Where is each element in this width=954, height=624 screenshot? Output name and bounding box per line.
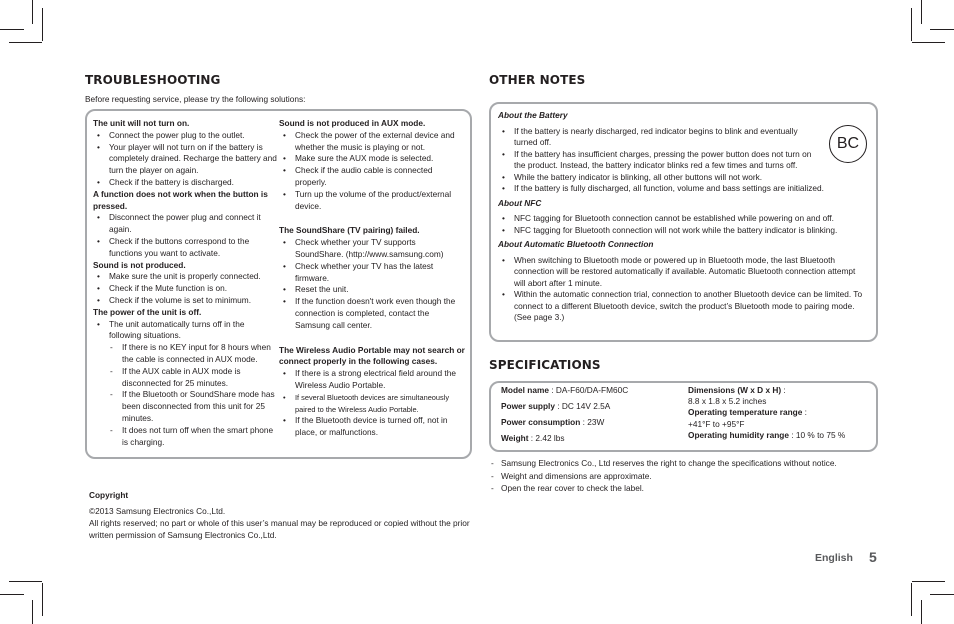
list-item: • Check whether your TV has the latest firmware. (279, 261, 465, 285)
specifications-title: SPECIFICATIONS (489, 358, 601, 372)
section-title: About Automatic Bluetooth Connection (498, 239, 654, 249)
spec-value: : 23W (580, 416, 605, 427)
spec-value: : DA-F60/DA-FM60C (548, 385, 629, 395)
spec-label: Operating humidity range (688, 429, 789, 440)
specifications-column-1 (501, 385, 681, 449)
list-item: • When switching to Bluetooth mode or powered up in Bluetooth mode, the last Bluetooth connection will be restored automatically if available. Automatic Bluetooth connection attempt will abort after 1 minute. (498, 255, 864, 290)
list-item: • The unit automatically turns off in the following situations. (93, 319, 279, 343)
spec-row-power-supply (501, 401, 681, 413)
list-item: • Check if the Mute function is on. (93, 283, 279, 295)
spec-value: 8.8 x 1.8 x 5.2 inches (688, 396, 767, 407)
sub-list-item: - If the Bluetooth or SoundShare mode has been disconnected from this unit for 25 minutes. (93, 389, 279, 424)
spec-row-model (501, 385, 681, 397)
list-item: • If the battery has insufficient charges, pressing the power button does not turn on the product. Instead, the battery indicator blinks red a few times and turns off. (498, 149, 818, 172)
sub-list-item: - If there is no KEY input for 8 hours when the cable is connected in AUX mode. (93, 342, 279, 366)
section-title: The SoundShare (TV pairing) failed. (279, 225, 420, 236)
section-title: A function does not work when the button is pressed. (93, 188, 268, 211)
list-item: • Make sure the unit is properly connected. (93, 271, 279, 283)
list-item: • Connect the power plug to the outlet. (93, 130, 279, 142)
list-item: • Disconnect the power plug and connect it again. (93, 212, 279, 236)
sub-list-item: - It does not turn off when the smart phone is charging. (93, 425, 279, 449)
list-item: • If there is a strong electrical field around the Wireless Audio Portable. (279, 368, 465, 392)
list-item: • NFC tagging for Bluetooth connection will not work while the battery indicator is blinking. (498, 225, 868, 237)
spec-separator: : (781, 385, 786, 395)
spec-separator: : (802, 407, 807, 418)
list-item: • Within the automatic connection trial, connection to another Bluetooth device can be limited. To connect to a different Bluetooth device, switch the product’s Bluetooth mode to pairing mode. (See page 3.) (498, 289, 864, 324)
spec-value: +41°F to +95°F (688, 418, 745, 429)
list-item: • Check if the volume is set to minimum. (93, 295, 279, 307)
spec-row-temperature (688, 407, 873, 418)
spec-value: : DC 14V 2.5A (554, 400, 611, 411)
section-title: About NFC (498, 197, 542, 208)
page-number: 5 (869, 549, 877, 565)
spec-label: Power consumption (501, 416, 581, 427)
list-item: • If several Bluetooth devices are simultaneously paired to the Wireless Audio Portable. (279, 392, 465, 416)
section-title: Sound is not produced in AUX mode. (279, 118, 426, 128)
list-item: • Make sure the AUX mode is selected. (279, 153, 465, 165)
spec-label: Power supply (501, 400, 555, 411)
list-item: • Turn up the volume of the product/external device. (279, 189, 465, 213)
spec-value: : 2.42 lbs (528, 432, 565, 443)
spec-value: : 10 % to 75 % (788, 429, 846, 440)
section-title: The power of the unit is off. (93, 306, 202, 317)
bc-certification-logo: BC (829, 125, 867, 163)
specifications-column-2 (688, 385, 873, 441)
copyright-line: ©2013 Samsung Electronics Co.,Ltd. (89, 506, 226, 516)
troubleshooting-column-2 (279, 118, 465, 439)
list-item: • If the Bluetooth device is turned off, not in place, or malfunctions. (279, 415, 465, 439)
other-notes-title: OTHER NOTES (489, 73, 586, 87)
list-item: • Check if the battery is discharged. (93, 177, 279, 189)
list-item: - Weight and dimensions are approximate. (489, 470, 879, 483)
spec-row-power-consumption (501, 417, 681, 429)
list-item: - Samsung Electronics Co., Ltd reserves the right to change the specifications without notice. (489, 457, 879, 470)
spec-row-dimensions (688, 385, 873, 396)
section-title: Sound is not produced. (93, 259, 186, 270)
list-item: • Check the power of the external device and whether the music is playing or not. (279, 130, 465, 154)
spec-label: Operating temperature range (688, 407, 803, 418)
list-item: - Open the rear cover to check the label. (489, 482, 879, 495)
section-title: About the Battery (498, 110, 568, 120)
list-item: • Your player will not turn on if the battery is completely drained. Recharge the battery and turn the player on again. (93, 142, 279, 177)
list-item: • If the function doesn't work even though the connection is completed, contact the Samsung call center. (279, 296, 465, 331)
list-item: • While the battery indicator is blinking, all other buttons will not work. (498, 172, 818, 184)
troubleshooting-intro: Before requesting service, please try the following solutions: (85, 94, 306, 104)
list-item: • Check if the buttons correspond to the functions you want to activate. (93, 236, 279, 260)
spec-row-weight (501, 433, 681, 445)
language-label: English (815, 552, 853, 564)
list-item: • If the battery is nearly discharged, red indicator begins to blink and eventually turned off. (498, 126, 818, 149)
spec-label: Dimensions (W x D x H) (688, 385, 782, 395)
section-title: The Wireless Audio Portable may not search or connect properly in the following cases. (279, 344, 465, 367)
copyright-title: Copyright (89, 490, 129, 500)
troubleshooting-title: TROUBLESHOOTING (85, 73, 221, 87)
spec-label: Weight (501, 432, 529, 443)
section-title: The unit will not turn on. (93, 118, 190, 128)
list-item: • If the battery is fully discharged, all function, volume and bass settings are initialized. (498, 183, 874, 195)
copyright-notice: All rights reserved; no part or whole of this user’s manual may be reproduced or copied without the prior written permission of Samsung Electronics Co.,Ltd. (89, 518, 470, 540)
list-item: • Reset the unit. (279, 284, 465, 296)
sub-list-item: - If the AUX cable in AUX mode is disconnected for 25 minutes. (93, 366, 279, 390)
spec-label: Model name (501, 385, 549, 395)
list-item: • NFC tagging for Bluetooth connection cannot be established while powering on and off. (498, 213, 868, 225)
list-item: • Check whether your TV supports SoundShare. (http://www.samsung.com) (279, 237, 465, 261)
spec-row-humidity (688, 430, 873, 441)
troubleshooting-column-1 (93, 118, 279, 448)
specifications-notes (489, 457, 879, 495)
list-item: • Check if the audio cable is connected properly. (279, 165, 465, 189)
